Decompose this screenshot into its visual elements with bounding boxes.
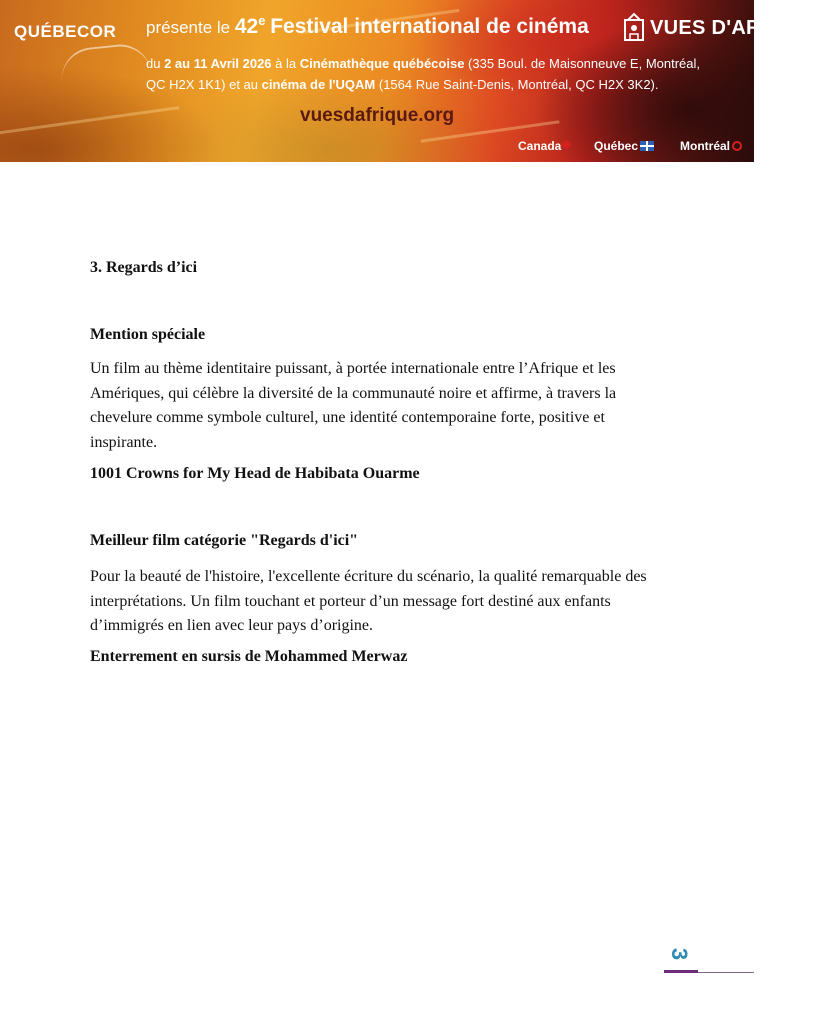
footer-accent-bar: [664, 970, 698, 973]
award-citation-special-mention: Un film au thème identitaire puissant, à portée internationale entre l’Afrique et les Amériques, qui célèbre la diversité de la communauté noire et affirme, à travers la chevelure comme symbole culturel, une identité contemporaine forte, positive et inspirante.: [90, 360, 617, 451]
quebecor-logo: QUÉBECOR: [14, 22, 117, 41]
partner-quebec: Québec: [594, 139, 654, 153]
vues-dafrique-emblem-icon: [622, 12, 646, 44]
award-category-best-film: Meilleur film catégorie "Regards d'ici": [90, 532, 359, 549]
award-citation-best-film: Pour la beauté de l'histoire, l'excellente écriture du scénario, la qualité remarquable des interprétations. Un film touchant et porteur d’un message fort destiné aux enfants d’immigrés en lien avec leur pays d’origine.: [90, 568, 647, 634]
award-category-special-mention: Mention spéciale: [90, 326, 206, 343]
website-link[interactable]: vuesdafrique.org: [300, 105, 455, 126]
quebec-flag-icon: [640, 141, 654, 151]
maple-leaf-icon: [562, 140, 572, 150]
festival-banner: [0, 0, 823, 162]
festival-title: [146, 13, 589, 39]
award-winner-special-mention: 1001 Crowns for My Head de Habibata Ouarme: [90, 465, 420, 482]
vues-dafrique-logo: VUES D'AFRIQUE: [650, 17, 823, 39]
festival-dates-line-2: QC H2X 1K1) et au cinéma de l'UQAM (1564 Rue Saint-Denis, Montréal, QC H2X 3K2).: [146, 77, 659, 92]
partner-montreal: Montréal: [680, 139, 742, 153]
page-number: 3: [667, 947, 693, 961]
award-winner-best-film: Enterrement en sursis de Mohammed Merwaz: [90, 648, 408, 665]
montreal-rose-icon: [732, 141, 742, 151]
presents-text: présente le: [146, 18, 231, 37]
festival-name: Festival international de cinéma: [270, 15, 589, 38]
partner-canada: Canada: [518, 139, 570, 153]
quebecor-swoosh-icon: [59, 41, 152, 82]
festival-dates-line-1: du 2 au 11 Avril 2026 à la Cinémathèque québécoise (335 Boul. de Maisonneuve E, Montréal,: [146, 56, 701, 71]
edition-number: 42e: [234, 13, 266, 38]
section-heading: 3. Regards d’ici: [90, 259, 198, 276]
